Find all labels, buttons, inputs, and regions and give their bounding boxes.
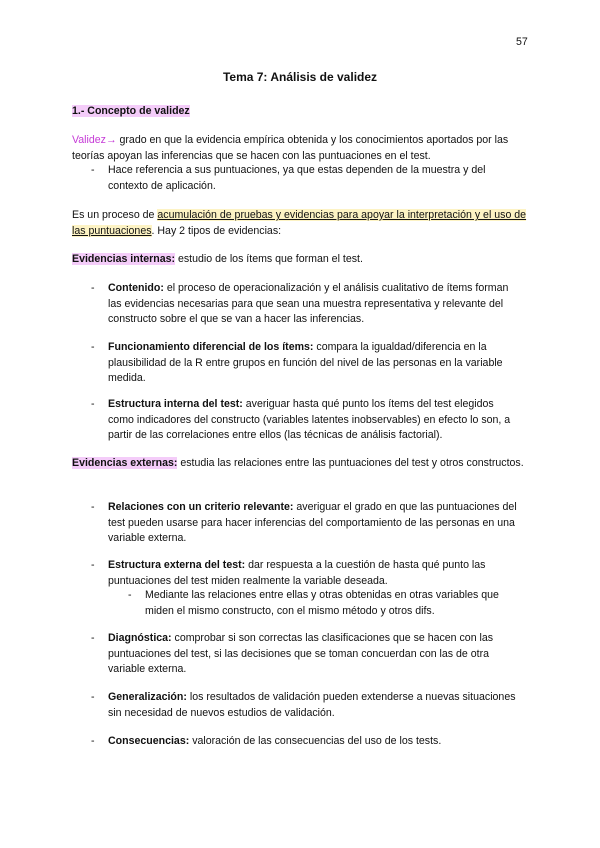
external-item-text: comprobar si son correctas las clasificaciones que se hacen con las puntuaciones del test, si las decisiones que se toman concuerdan con las de otra variable externa. bbox=[108, 632, 494, 675]
external-item-term: Relaciones con un criterio relevante: bbox=[108, 501, 294, 513]
internal-item-text: el proceso de operacionalización y el análisis cualitativo de ítems forman las evidencias necesarias para que sean una muestra representativa y relevante del constructo sobre el que se van a hacer las inferencias. bbox=[108, 282, 509, 325]
validez-def-text: grado en que la evidencia empírica obtenida y los conocimientos aportados por las teorías apoyan las inferencias que se hacen con las puntuaciones en el test. bbox=[72, 134, 509, 162]
external-item-term: Diagnóstica: bbox=[108, 632, 172, 644]
internal-item-term: Contenido: bbox=[108, 282, 164, 294]
external-item-text: valoración de las consecuencias del uso de los tests. bbox=[189, 735, 442, 747]
dash-marker: - bbox=[91, 501, 95, 513]
validez-bullet-text: Hace referencia a sus puntuaciones, ya que estas dependen de la muestra y del contexto de aplicación. bbox=[108, 164, 486, 192]
internal-desc: estudio de los ítems que forman el test. bbox=[175, 253, 363, 265]
internal-item-term: Funcionamiento diferencial de los ítems: bbox=[108, 341, 314, 353]
dash-marker: - bbox=[91, 691, 95, 703]
external-evidence-heading bbox=[72, 456, 528, 472]
validez-bullet bbox=[91, 163, 528, 194]
external-item bbox=[91, 734, 520, 750]
internal-heading: Evidencias internas: bbox=[72, 253, 176, 265]
external-subitem-text: Mediante las relaciones entre ellas y otras obtenidas en otras variables que miden el mismo constructo, con el mismo método y otros difs. bbox=[145, 589, 499, 617]
external-item-term: Consecuencias: bbox=[108, 735, 190, 747]
external-item bbox=[91, 631, 520, 678]
dash-marker: - bbox=[91, 632, 95, 644]
dash-marker: - bbox=[91, 282, 95, 294]
internal-item bbox=[91, 340, 520, 387]
external-item-term: Estructura externa del test: bbox=[108, 559, 246, 571]
dash-marker: - bbox=[91, 341, 95, 353]
process-paragraph bbox=[72, 208, 528, 239]
internal-item-text: averiguar hasta qué punto los ítems del test elegidos como indicadores del constructo (variables latentes inobservables) en efecto lo son, a partir de las correlaciones entre ellos (las técnicas de análisis factorial). bbox=[108, 398, 511, 441]
external-item-text: los resultados de validación pueden extenderse a nuevas situaciones sin necesidad de nuevos estudios de validación. bbox=[108, 691, 516, 719]
dash-marker: - bbox=[128, 589, 132, 601]
external-heading: Evidencias externas: bbox=[72, 457, 178, 469]
validez-arrow: → bbox=[105, 134, 117, 146]
internal-item bbox=[91, 397, 520, 444]
internal-evidence-heading bbox=[72, 252, 528, 268]
internal-item-term: Estructura interna del test: bbox=[108, 398, 243, 410]
external-item bbox=[91, 558, 520, 589]
dash-marker: - bbox=[91, 559, 95, 571]
external-desc: estudia las relaciones entre las puntuaciones del test y otros constructos. bbox=[177, 457, 524, 469]
process-highlight: acumulación de pruebas y evidencias para apoyar la interpretación y el uso de las puntuaciones bbox=[72, 209, 527, 237]
section-heading bbox=[72, 104, 528, 120]
page-number: 57 bbox=[516, 36, 528, 48]
external-item bbox=[91, 690, 520, 721]
internal-item-text: compara la igualdad/diferencia en la plausibilidad de la R entre grupos en función del nivel de las personas en la variable medida. bbox=[108, 341, 503, 384]
process-pre: Es un proceso de bbox=[72, 209, 158, 221]
external-item-text: dar respuesta a la cuestión de hasta qué punto las puntuaciones del test miden realmente la variable deseada. bbox=[108, 559, 486, 587]
validez-term: Validez bbox=[72, 134, 106, 146]
section-heading-text: 1.- Concepto de validez bbox=[72, 105, 190, 117]
dash-marker: - bbox=[91, 735, 95, 747]
external-item-text: averiguar el grado en que las puntuaciones del test pueden usarse para hacer inferencias del comportamiento de las personas en una variable externa. bbox=[108, 501, 517, 544]
external-item-term: Generalización: bbox=[108, 691, 187, 703]
validez-definition bbox=[72, 133, 528, 164]
internal-item bbox=[91, 281, 520, 328]
external-subitem bbox=[128, 588, 521, 619]
process-post: . Hay 2 tipos de evidencias: bbox=[151, 224, 282, 237]
external-item bbox=[91, 500, 520, 547]
page-title: Tema 7: Análisis de validez bbox=[222, 70, 378, 84]
dash-marker: - bbox=[91, 164, 95, 176]
dash-marker: - bbox=[91, 398, 95, 410]
